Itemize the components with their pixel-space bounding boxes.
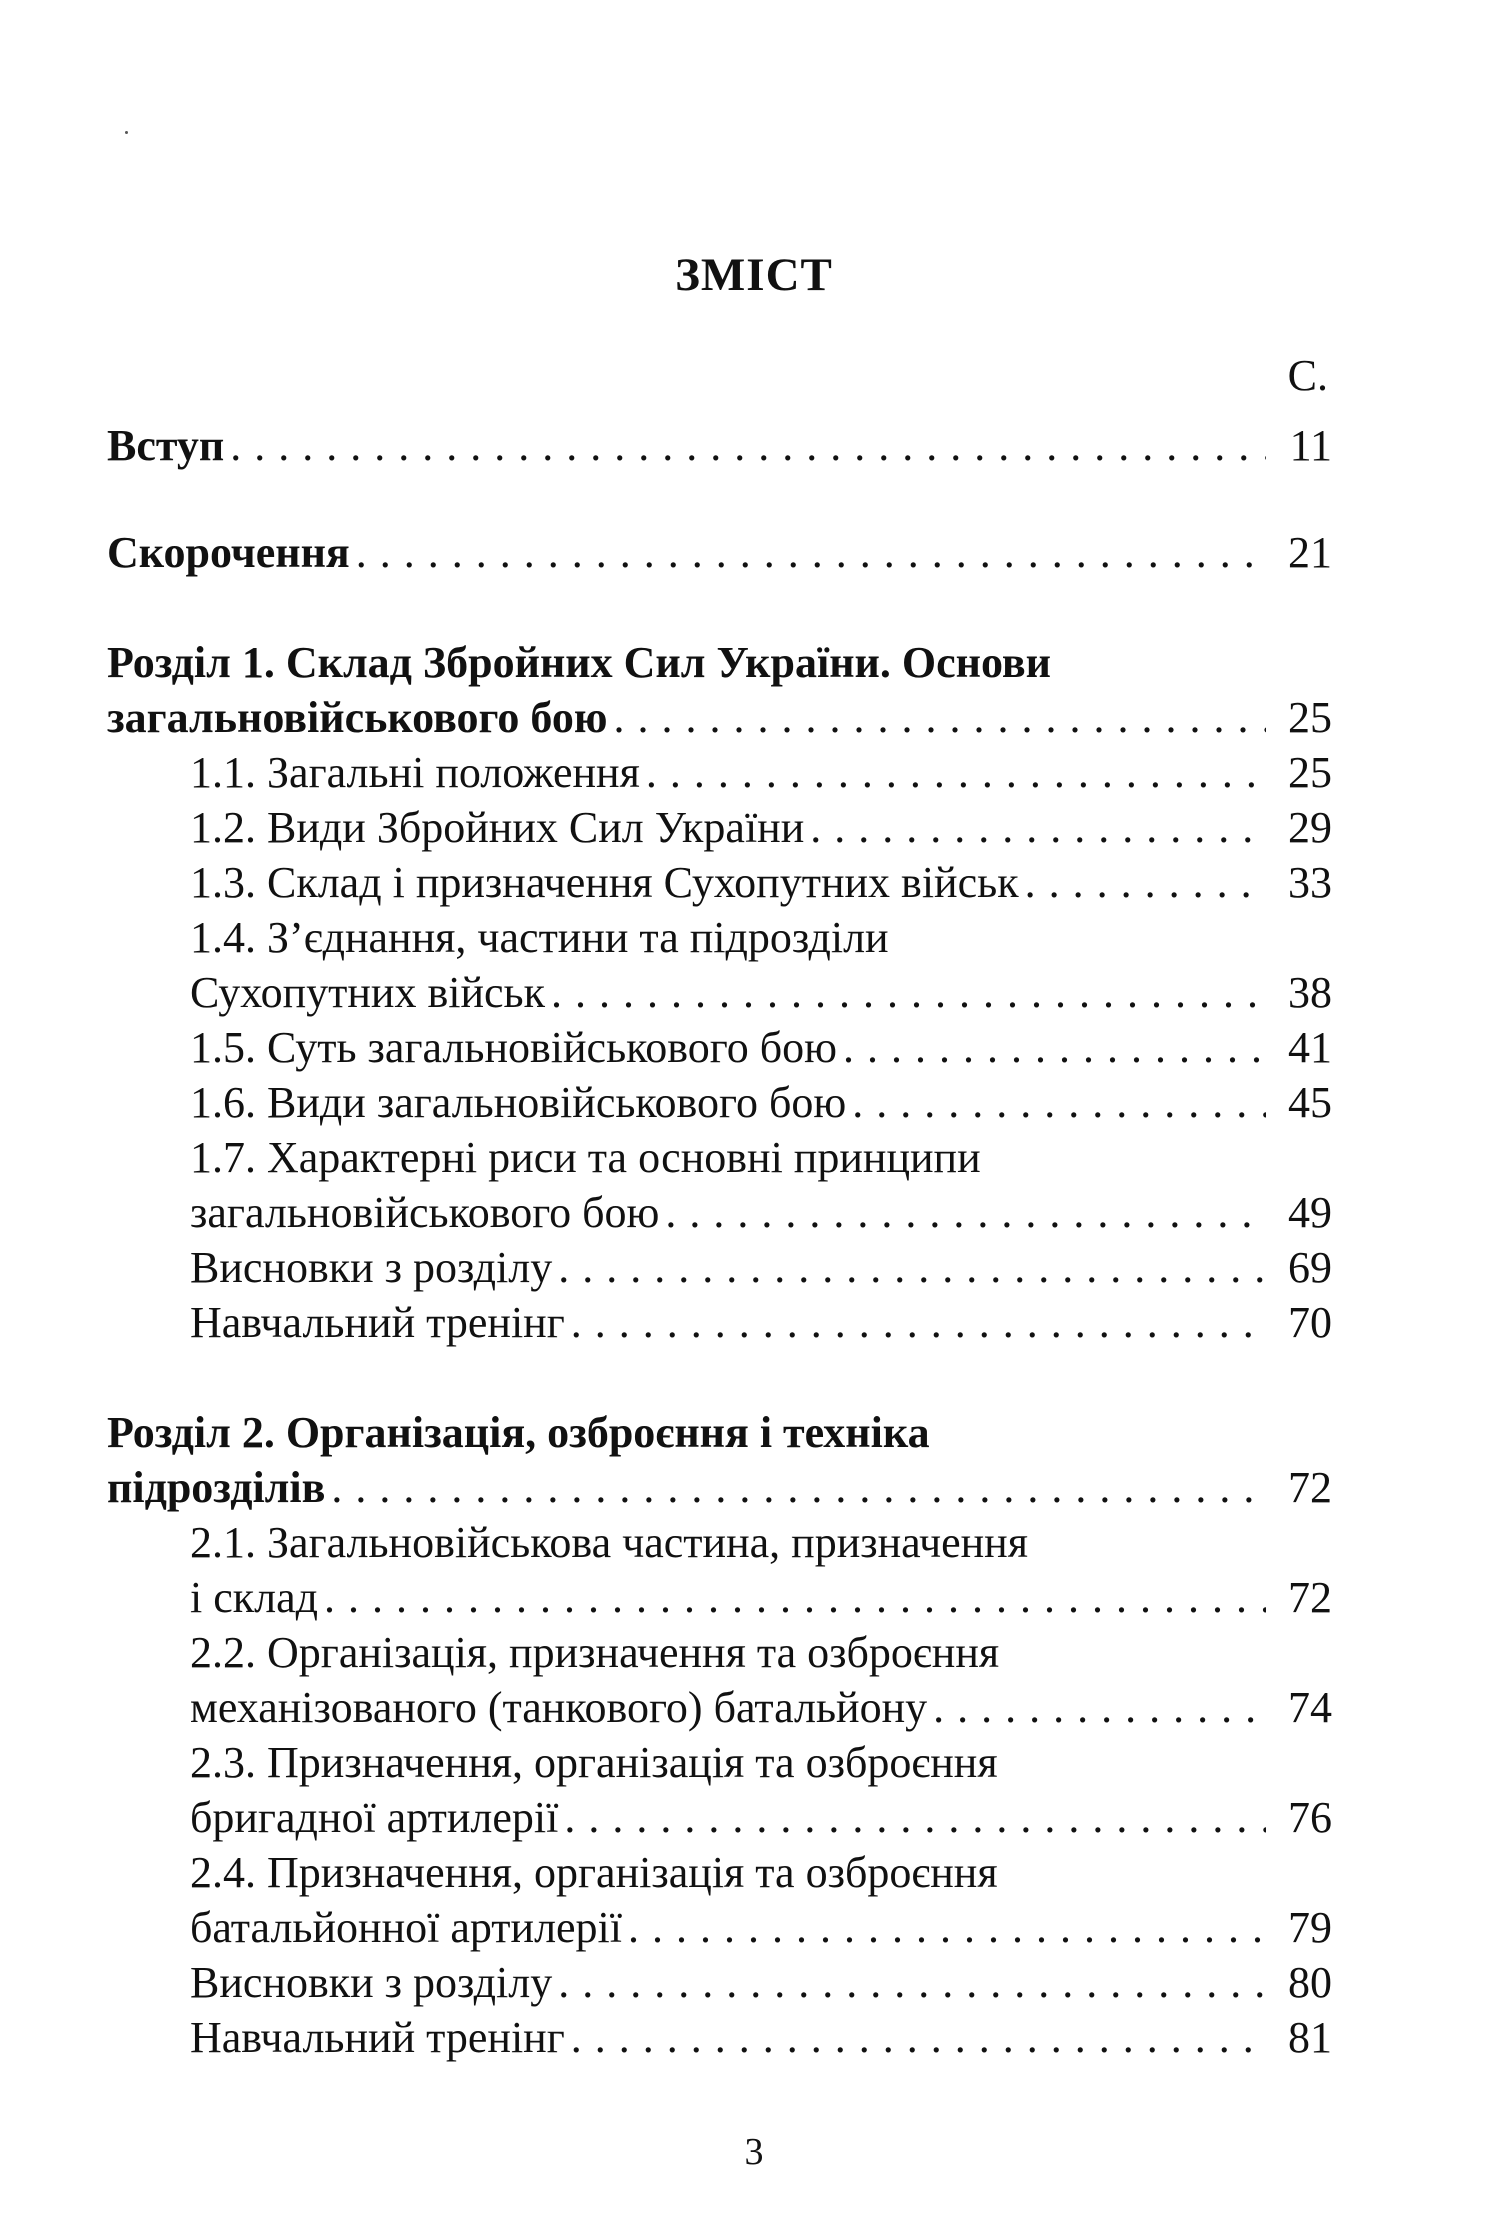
toc-entry-text: 1.5. Суть загальновійськового бою	[190, 1023, 837, 1072]
toc-page-number: 45	[1288, 1078, 1332, 1127]
toc-entry-text: Навчальний тренінг	[190, 1298, 565, 1347]
toc-entry-text: загальновійськового бою	[107, 693, 608, 742]
toc-subentry	[107, 1790, 1332, 1845]
toc-entry-text: Вступ	[107, 421, 225, 470]
dot-leader	[613, 690, 1266, 745]
toc-page-number: 25	[1288, 748, 1332, 797]
page-title: ЗМІСТ	[675, 249, 833, 301]
toc-abbreviations	[107, 525, 1332, 580]
dot-leader	[646, 745, 1266, 800]
dot-leader	[551, 965, 1266, 1020]
dust-speck	[125, 131, 128, 134]
dot-leader	[324, 1570, 1266, 1625]
dot-leader	[628, 1900, 1266, 1955]
toc-page-number: 21	[1288, 528, 1332, 577]
toc-subentry-line: 2.2. Організація, призначення та озброєння	[190, 1628, 1000, 1677]
toc-subentry	[107, 745, 1332, 800]
toc-subentry	[107, 1295, 1332, 1350]
chapter-heading-line: Розділ 1. Склад Збройних Сил України. Основи	[107, 638, 1052, 687]
dot-leader	[356, 525, 1266, 580]
toc-entry-text: 1.2. Види Збройних Сил України	[190, 803, 805, 852]
toc-subentry-line: 2.3. Призначення, організація та озброєння	[190, 1738, 998, 1787]
toc-entry-text: 1.6. Види загальновійськового бою	[190, 1078, 847, 1127]
dot-leader	[558, 1955, 1266, 2010]
dot-leader	[852, 1075, 1266, 1130]
toc-page-number: 25	[1288, 693, 1332, 742]
toc-subentry-line: 1.7. Характерні риси та основні принципи	[190, 1133, 981, 1182]
toc-subentry	[107, 965, 1332, 1020]
toc-subentry	[107, 1075, 1332, 1130]
toc-page-number: 38	[1288, 968, 1332, 1017]
toc-subentry-line: 2.4. Призначення, організація та озброєння	[190, 1848, 998, 1897]
dot-leader	[230, 418, 1266, 473]
toc-entry-text: механізованого (танкового) батальйону	[190, 1683, 928, 1732]
chapter-heading-line: Розділ 2. Організація, озброєння і техніка	[107, 1408, 930, 1457]
toc-intro	[107, 418, 1332, 473]
toc-subentry	[107, 1955, 1332, 2010]
toc-entry	[107, 525, 1332, 580]
toc-chapter-2	[107, 1405, 1332, 2065]
dot-leader	[571, 1295, 1266, 1350]
toc-subentry-line: 1.4. З’єднання, частини та підрозділи	[190, 913, 889, 962]
toc-entry-text: підрозділів	[107, 1463, 326, 1512]
toc-page-number: 33	[1288, 858, 1332, 907]
dot-leader	[558, 1240, 1266, 1295]
toc-page-number: 72	[1288, 1463, 1332, 1512]
dot-leader	[1025, 855, 1266, 910]
toc-subentry	[107, 800, 1332, 855]
page-column-label: С.	[1287, 351, 1328, 400]
toc-page-number: 69	[1288, 1243, 1332, 1292]
toc-page-number: 29	[1288, 803, 1332, 852]
toc-entry-text: 1.1. Загальні положення	[190, 748, 640, 797]
toc-page-number: 41	[1288, 1023, 1332, 1072]
toc-entry-text: Висновки з розділу	[190, 1958, 553, 2007]
toc-subentry	[107, 855, 1332, 910]
toc-entry	[107, 1460, 1332, 1515]
toc-subentry	[107, 1240, 1332, 1295]
dot-leader	[331, 1460, 1266, 1515]
toc-entry-text: Висновки з розділу	[190, 1243, 553, 1292]
dot-leader	[571, 2010, 1266, 2065]
toc-subentry	[107, 1570, 1332, 1625]
toc-subentry	[107, 2010, 1332, 2065]
toc-page-number: 80	[1288, 1958, 1332, 2007]
toc-page-number: 49	[1288, 1188, 1332, 1237]
dot-leader	[843, 1020, 1266, 1075]
toc-subentry	[107, 1185, 1332, 1240]
toc-chapter-1	[107, 635, 1332, 1350]
dot-leader	[933, 1680, 1266, 1735]
toc-page-number: 72	[1288, 1573, 1332, 1622]
toc-entry-text: Сухопутних військ	[190, 968, 545, 1017]
toc-subentry	[107, 1900, 1332, 1955]
toc-entry	[107, 690, 1332, 745]
toc-entry-text: 1.3. Склад і призначення Сухопутних військ	[190, 858, 1019, 907]
toc-entry	[107, 418, 1332, 473]
toc-page-number: 11	[1289, 421, 1332, 470]
toc-entry-text: загальновійськового бою	[190, 1188, 660, 1237]
toc-page-number: 70	[1288, 1298, 1332, 1347]
toc-page-number: 76	[1288, 1793, 1332, 1842]
toc-subentry-line: 2.1. Загальновійськова частина, призначення	[190, 1518, 1028, 1567]
toc-entry-text: бригадної артилерії	[190, 1793, 559, 1842]
toc-page-number: 74	[1288, 1683, 1332, 1732]
dot-leader	[810, 800, 1266, 855]
dot-leader	[564, 1790, 1266, 1845]
toc-entry-text: Навчальний тренінг	[190, 2013, 565, 2062]
toc-subentry	[107, 1020, 1332, 1075]
toc-page-number: 81	[1288, 2013, 1332, 2062]
toc-page-number: 79	[1288, 1903, 1332, 1952]
page-number: 3	[744, 2131, 764, 2173]
toc-entry-text: батальйонної артилерії	[190, 1903, 623, 1952]
toc-entry-text: Скорочення	[107, 528, 350, 577]
toc-subentry	[107, 1680, 1332, 1735]
toc-entry-text: і склад	[190, 1573, 319, 1622]
dot-leader	[665, 1185, 1266, 1240]
